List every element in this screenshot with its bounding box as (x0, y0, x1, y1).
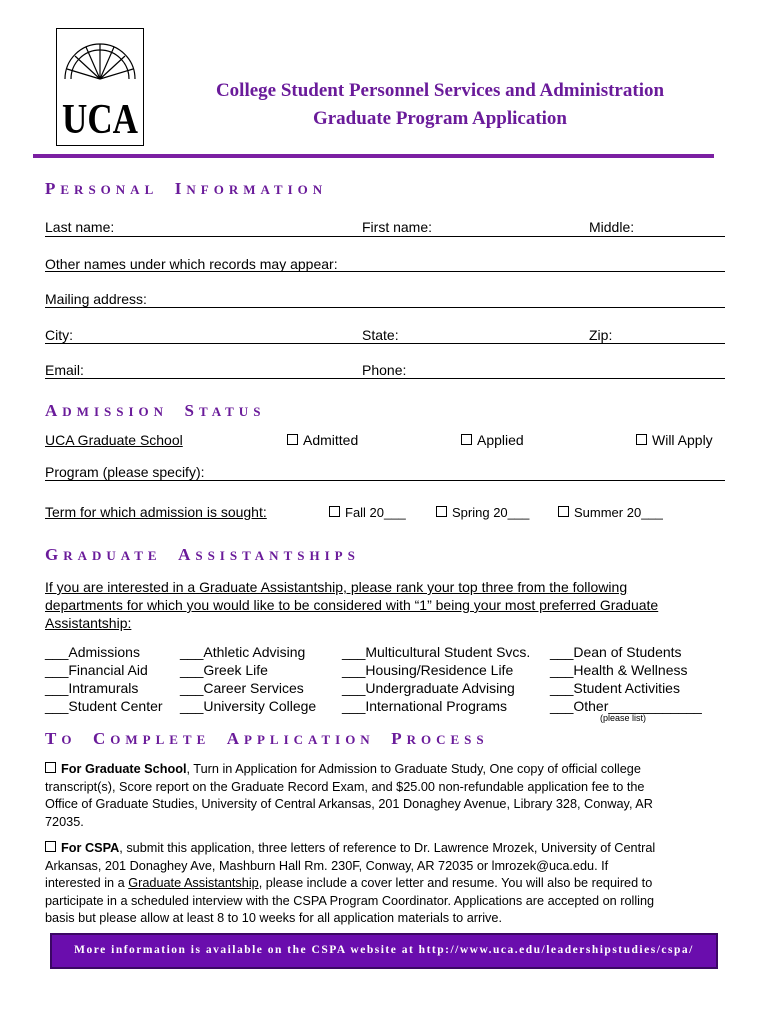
assistantship-intro: If you are interested in a Graduate Assistantship, please rank your top three from the following departments for which you would like to be considered with “1” being your most preferred Graduate Assistantship: (45, 579, 659, 631)
rank-admissions[interactable]: ___Admissions (45, 644, 140, 660)
zip-label: Zip: (589, 327, 613, 343)
assistantship-column-3 (342, 643, 530, 715)
other-names-label: Other names under which records may appear: (45, 256, 338, 272)
uca-logo (56, 28, 144, 146)
summer-option[interactable]: Summer 20___ (558, 505, 663, 520)
section-graduate-assistantships: GRADUATE ASSISTANTSHIPS (45, 545, 360, 564)
city-state-zip-line[interactable] (45, 343, 725, 344)
program-line[interactable] (45, 480, 725, 481)
rank-student-activities[interactable]: ___Student Activities (550, 680, 680, 696)
rank-career-services[interactable]: ___Career Services (180, 680, 304, 696)
uca-graduate-school-label: UCA Graduate School (45, 432, 183, 448)
uca-logo-icon (57, 29, 143, 145)
admitted-option[interactable]: Admitted (287, 432, 358, 448)
last-name-label: Last name: (45, 219, 115, 235)
checkbox-icon[interactable] (45, 841, 56, 852)
graduate-assistantship-link: Graduate Assistantship (128, 876, 259, 890)
section-admission-status: ADMISSION STATUS (45, 401, 266, 420)
checkbox-icon[interactable] (636, 434, 647, 445)
checkbox-icon[interactable] (45, 762, 56, 773)
section-personal-information: PERSONAL INFORMATION (45, 179, 328, 198)
rank-dean-of-students[interactable]: ___Dean of Students (550, 644, 682, 660)
rank-intramurals[interactable]: ___Intramurals (45, 680, 139, 696)
assistantship-column-1 (45, 643, 163, 715)
middle-label: Middle: (589, 219, 635, 235)
first-name-label: First name: (362, 219, 433, 235)
email-label: Email: (45, 362, 84, 378)
checkbox-icon[interactable] (558, 506, 569, 517)
assistantship-column-2 (180, 643, 316, 715)
rank-greek-life[interactable]: ___Greek Life (180, 662, 268, 678)
rank-university-college[interactable]: ___University College (180, 698, 317, 714)
rank-international-programs[interactable]: ___International Programs (342, 698, 507, 714)
more-information-banner: More information is available on the CSPA website at http://www.uca.edu/leadershipstudies/cspa/ (50, 933, 718, 969)
phone-label: Phone: (362, 362, 407, 378)
rank-undergraduate-advising[interactable]: ___Undergraduate Advising (342, 680, 515, 696)
checkbox-icon[interactable] (461, 434, 472, 445)
city-label: City: (45, 327, 73, 343)
svg-text:UCA: UCA (62, 97, 139, 143)
state-label: State: (362, 327, 399, 343)
assistantship-column-4 (550, 643, 702, 715)
title-line-2: Graduate Program Application (312, 108, 568, 129)
checkbox-icon[interactable] (436, 506, 447, 517)
header-rule (33, 154, 714, 158)
email-phone-line[interactable] (45, 378, 725, 379)
cspa-instructions: For CSPA, submit this application, three letters of reference to Dr. Lawrence Mrozek, University of Central Arkansas, 201 Donaghey Ave, Mashburn Hall Rm. 230F, Conway, AR 72035 or lmrozek@uca.edu. If interested in a Graduate Assistantship, please include a cover letter and resume. You will also be required to participate in a scheduled interview with the CSPA Program Coordinator. Applications are accepted on rolling basis but please allow at least 8 to 10 weeks for all application materials to arrive. (45, 841, 656, 925)
title-line-1: College Student Personnel Services and Administration (215, 80, 665, 101)
name-line[interactable] (45, 236, 725, 237)
spring-option[interactable]: Spring 20___ (436, 505, 529, 520)
rank-housing[interactable]: ___Housing/Residence Life (342, 662, 514, 678)
graduate-school-instructions: For Graduate School, Turn in Application for Admission to Graduate Study, One copy of official college transcript(s), Score report on the Graduate Record Exam, and $25.00 non-refundable application fee to the Office of Graduate Studies, University of Central Arkansas, 201 Donaghey Avenue, Library 328, Conway, AR 72035. (45, 762, 653, 829)
section-application-process: TO COMPLETE APPLICATION PROCESS (45, 729, 489, 748)
other-names-line[interactable] (45, 271, 725, 272)
program-label: Program (please specify): (45, 464, 205, 480)
fall-option[interactable]: Fall 20___ (329, 505, 406, 520)
mailing-address-line[interactable] (45, 307, 725, 308)
checkbox-icon[interactable] (287, 434, 298, 445)
rank-other[interactable]: ___Other____________ (550, 698, 702, 714)
mailing-address-label: Mailing address: (45, 291, 147, 307)
rank-student-center[interactable]: ___Student Center (45, 698, 163, 714)
rank-multicultural[interactable]: ___Multicultural Student Svcs. (342, 644, 531, 660)
term-label: Term for which admission is sought: (45, 504, 267, 520)
checkbox-icon[interactable] (329, 506, 340, 517)
rank-health-wellness[interactable]: ___Health & Wellness (550, 662, 688, 678)
applied-option[interactable]: Applied (461, 432, 524, 448)
please-list-note: (please list) (600, 713, 647, 723)
rank-athletic-advising[interactable]: ___Athletic Advising (180, 644, 306, 660)
rank-financial-aid[interactable]: ___Financial Aid (45, 662, 148, 678)
will-apply-option[interactable]: Will Apply (636, 432, 713, 448)
